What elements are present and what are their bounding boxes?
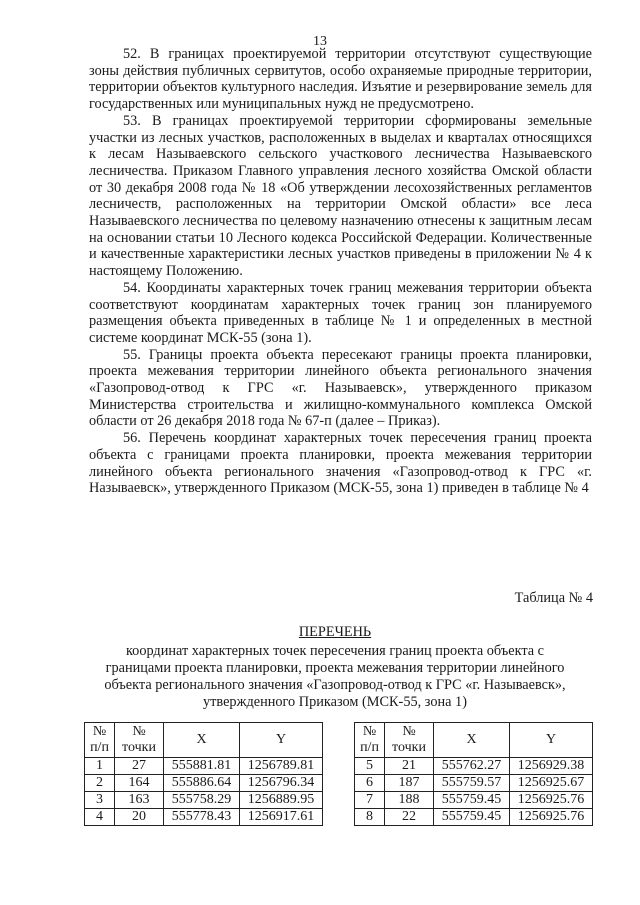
cell-y: 1256925.67 xyxy=(510,775,593,792)
cell-y: 1256929.38 xyxy=(510,758,593,775)
cell-x: 555759.45 xyxy=(434,809,510,826)
cell-y: 1256889.95 xyxy=(240,792,323,809)
cell-x: 555886.64 xyxy=(164,775,240,792)
header-x: X xyxy=(434,723,510,758)
coordinates-table-left xyxy=(84,722,323,826)
cell-point: 21 xyxy=(385,758,434,775)
cell-point: 188 xyxy=(385,792,434,809)
paragraph-52: 52. В границах проектируемой территории отсутствуют существующие зоны действия публичных сервитутов, особо охраняемые природные территории, территории объектов культурного наследия. Изъятие и резервирование земель для государственных или муниципальных нужд не предусмотрено. xyxy=(89,46,592,113)
cell-point: 20 xyxy=(115,809,164,826)
table-subtitle: координат характерных точек пересечения границ проекта объекта с границами проекта планировки, проекта межевания территории линейного объекта регионального значения «Газопровод-отвод к ГРС «г. Называевск», утвержденного Приказом (МСК-55, зона 1) xyxy=(104,643,566,710)
table-title xyxy=(100,624,570,711)
cell-x: 555758.29 xyxy=(164,792,240,809)
page-number: 13 xyxy=(313,34,327,49)
table-row xyxy=(85,758,323,775)
header-point: № точки xyxy=(385,723,434,758)
table-row xyxy=(85,792,323,809)
header-num: № п/п xyxy=(355,723,385,758)
table-header-row xyxy=(355,723,593,758)
cell-point: 27 xyxy=(115,758,164,775)
cell-point: 164 xyxy=(115,775,164,792)
cell-point: 187 xyxy=(385,775,434,792)
cell-num: 1 xyxy=(85,758,115,775)
table-row xyxy=(85,775,323,792)
paragraph-54: 54. Координаты характерных точек границ межевания территории объекта соответствуют координатам характерных точек границ зон планируемого размещения объекта приведенных в таблице № 1 и определенных в местной системе координат МСК-55 (зона 1). xyxy=(89,279,592,346)
table-row xyxy=(355,809,593,826)
paragraph-53: 53. В границах проектируемой территории сформированы земельные участки из лесных участков, расположенных в выделах и кварталах относящихся к лесам Называевского сельского участкового лесничества Называевского лесничества. Приказом Главного управления лесного хозяйства Омской области от 30 декабря 2008 года № 18 «Об утверждении лесохозяйственных регламентов лесничеств, расположенных на территории Омской области» все леса Называевского лесничества по целевому назначению отнесены к защитным лесам на основании статьи 10 Лесного кодекса Российской Федерации. Количественные и качественные характеристики лесных участков приведены в приложении № 4 к настоящему Положению. xyxy=(89,112,592,280)
table-label: Таблица № 4 xyxy=(514,590,593,606)
cell-y: 1256925.76 xyxy=(510,792,593,809)
cell-num: 5 xyxy=(355,758,385,775)
cell-num: 6 xyxy=(355,775,385,792)
cell-num: 3 xyxy=(85,792,115,809)
coordinates-table-right xyxy=(354,722,593,826)
cell-num: 2 xyxy=(85,775,115,792)
cell-x: 555759.57 xyxy=(434,775,510,792)
table-heading: ПЕРЕЧЕНЬ xyxy=(298,624,372,640)
cell-num: 8 xyxy=(355,809,385,826)
paragraph-56: 56. Перечень координат характерных точек пересечения границ проекта объекта с границами проекта планировки, проекта межевания территории линейного объекта регионального значения «Газопровод-отвод к ГРС «г. Называевск», утвержденного Приказом (МСК-55, зона 1) приведен в таблице № 4 xyxy=(89,430,592,497)
cell-y: 1256925.76 xyxy=(510,809,593,826)
table-row xyxy=(85,809,323,826)
cell-x: 555778.43 xyxy=(164,809,240,826)
cell-y: 1256917.61 xyxy=(240,809,323,826)
cell-num: 4 xyxy=(85,809,115,826)
paragraph-55: 55. Границы проекта объекта пересекают границы проекта планировки, проекта межевания территории линейного объекта регионального значения «Газопровод-отвод к ГРС «г. Называевск», утвержденного приказом Министерства строительства и жилищно-коммунального комплекса Омской области от 26 декабря 2018 года № 67-п (далее – Приказ). xyxy=(89,346,592,430)
cell-x: 555759.45 xyxy=(434,792,510,809)
cell-point: 22 xyxy=(385,809,434,826)
cell-x: 555881.81 xyxy=(164,758,240,775)
header-x: X xyxy=(164,723,240,758)
table-row xyxy=(355,775,593,792)
header-point: № точки xyxy=(115,723,164,758)
table-header-row xyxy=(85,723,323,758)
table-row xyxy=(355,758,593,775)
table-row xyxy=(355,792,593,809)
header-num: № п/п xyxy=(85,723,115,758)
body-text xyxy=(89,46,592,497)
cell-y: 1256796.34 xyxy=(240,775,323,792)
cell-y: 1256789.81 xyxy=(240,758,323,775)
header-y: Y xyxy=(240,723,323,758)
cell-num: 7 xyxy=(355,792,385,809)
header-y: Y xyxy=(510,723,593,758)
cell-x: 555762.27 xyxy=(434,758,510,775)
cell-point: 163 xyxy=(115,792,164,809)
